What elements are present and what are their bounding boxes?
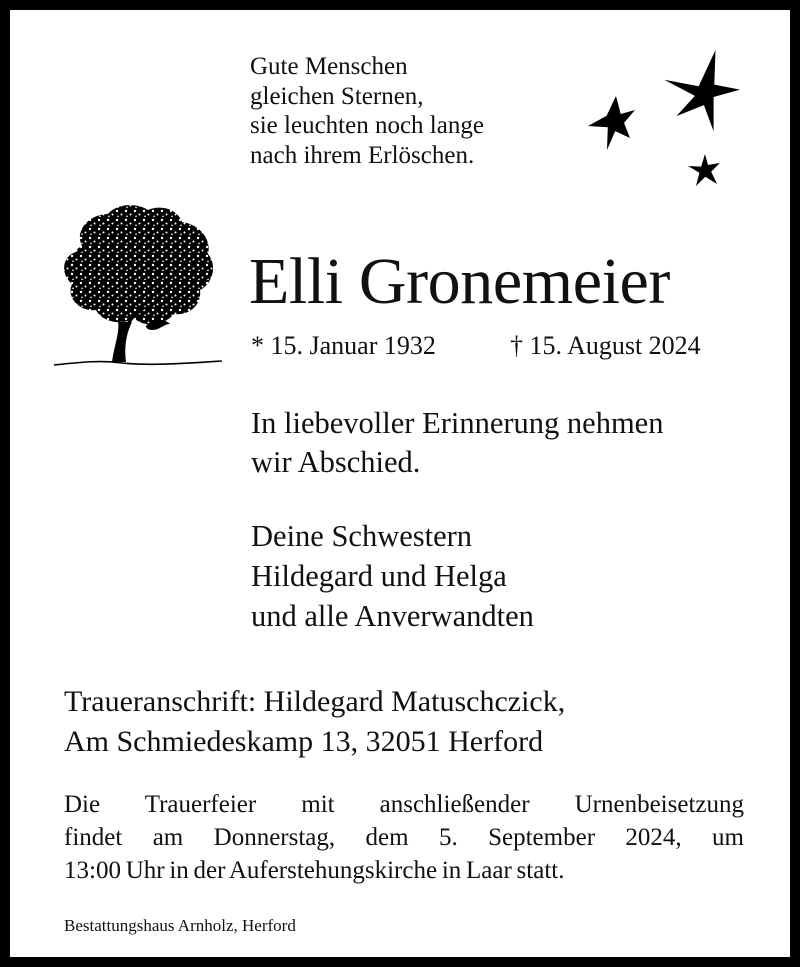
ceremony-line: findet am Donnerstag, dem 5. September 2024, um xyxy=(64,824,744,851)
funeral-home: Bestattungshaus Arnholz, Herford xyxy=(64,916,296,935)
star-medium xyxy=(588,96,635,150)
death-date: † 15. August 2024 xyxy=(510,331,701,360)
ceremony-line: Die Trauerfeier mit anschließender Urnenbeisetzung xyxy=(64,791,744,818)
mourning-address: Traueranschrift: Hildegard Matuschczick, Am Schmiedeskamp 13, 32051 Herford xyxy=(64,685,566,758)
ceremony-info xyxy=(64,788,744,887)
poem-quote: Gute Menschen gleichen Sternen, sie leuchten noch lange nach ihrem Erlöschen. xyxy=(250,53,484,169)
birth-date: * 15. Januar 1932 xyxy=(251,331,436,360)
tree-trunk xyxy=(112,322,132,362)
tree-with-bird-icon xyxy=(52,200,224,375)
family-mourners: Deine Schwestern Hildegard und Helga und alle Anverwandten xyxy=(251,519,534,633)
star-large xyxy=(664,50,740,131)
ceremony-line: 13:00 Uhr in der Auferstehungskirche in Laar statt. xyxy=(64,857,565,884)
star-small xyxy=(688,154,720,186)
deceased-name: Elli Gronemeier xyxy=(249,245,671,318)
tree-crown xyxy=(64,205,213,324)
ground-line xyxy=(54,361,222,365)
memorial-text: In liebevoller Erinnerung nehmen wir Abschied. xyxy=(251,406,664,479)
obituary-notice xyxy=(10,10,790,957)
stars-icon xyxy=(584,48,744,198)
